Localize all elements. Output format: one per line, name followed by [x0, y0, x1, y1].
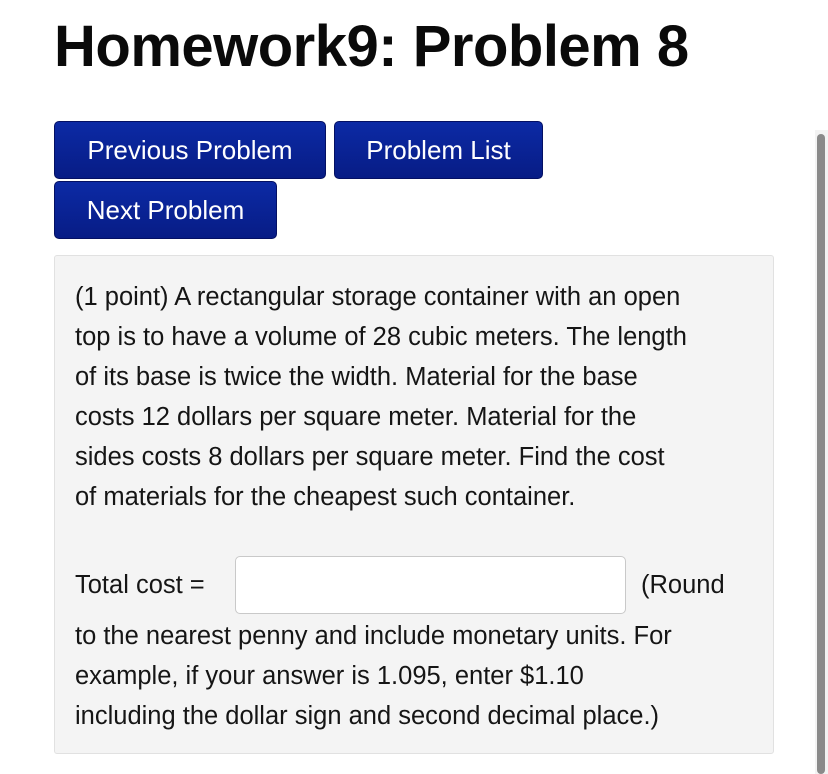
previous-problem-button[interactable]: Previous Problem — [54, 121, 326, 179]
problem-line: top is to have a volume of 28 cubic meters. The length — [75, 323, 687, 351]
round-note-line: including the dollar sign and second decimal place.) — [75, 702, 660, 730]
problem-line: of its base is twice the width. Material for the base — [75, 363, 638, 391]
next-problem-button[interactable]: Next Problem — [54, 181, 277, 239]
scrollbar-thumb[interactable] — [817, 134, 825, 774]
problem-line: of materials for the cheapest such container. — [75, 483, 576, 511]
page-title: Homework9: Problem 8 — [54, 14, 689, 79]
problem-statement — [75, 277, 765, 517]
total-cost-label: Total cost = — [75, 571, 205, 599]
problem-list-button[interactable]: Problem List — [334, 121, 543, 179]
round-note-line: to the nearest penny and include monetary units. For — [75, 622, 672, 650]
problem-line: (1 point) A rectangular storage container with an open — [75, 283, 681, 311]
problem-panel — [54, 255, 774, 754]
round-note-line: example, if your answer is 1.095, enter $1.10 — [75, 662, 584, 690]
problem-line: sides costs 8 dollars per square meter. Find the cost — [75, 443, 665, 471]
round-note — [75, 616, 765, 736]
total-cost-input[interactable] — [235, 556, 626, 614]
round-note-start: (Round — [641, 571, 725, 599]
problem-line: costs 12 dollars per square meter. Material for the — [75, 403, 637, 431]
